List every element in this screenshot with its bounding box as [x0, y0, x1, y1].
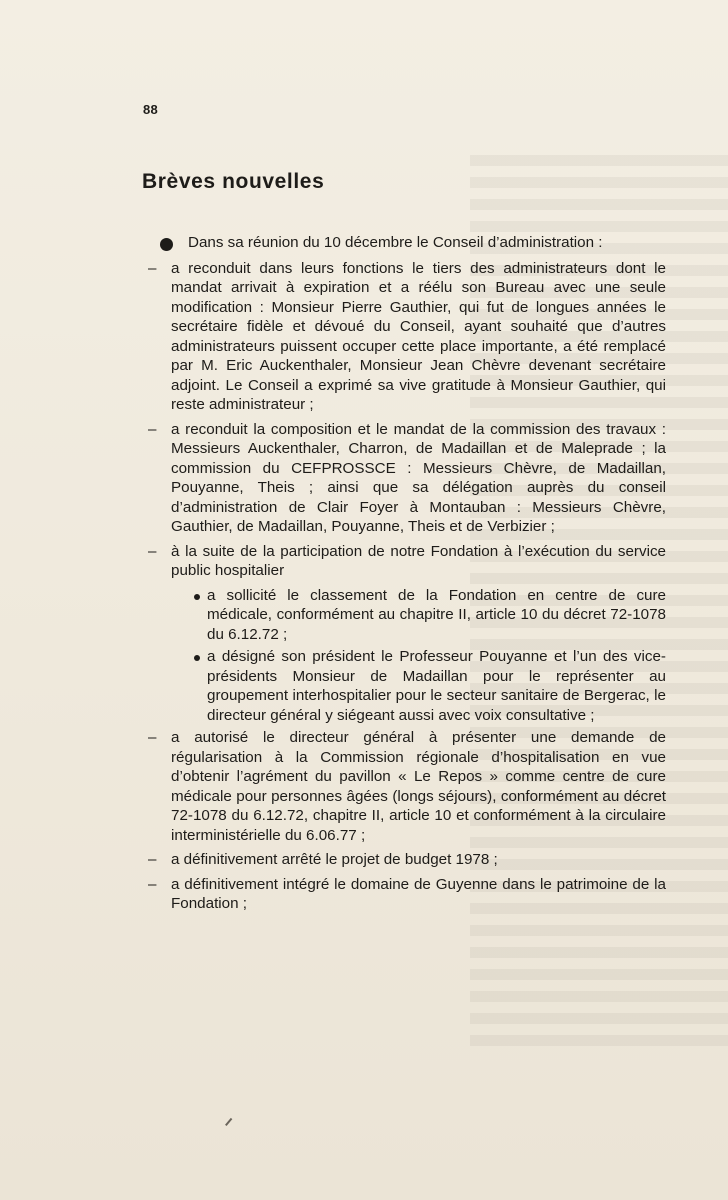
dash-marker: –: [148, 542, 157, 560]
intro-paragraph: [142, 233, 666, 253]
sub-list-item: [142, 647, 666, 725]
list-item: [142, 420, 666, 537]
sub-list-item-text: a désigné son président le Professeur Pouyanne et l’un des vice-présidents Monsieur de Madaillan pour le représenter au groupement interhospitalier pour le secteur sanitaire de Bergerac, le directeur général y siégeant aussi avec voix consultative ;: [207, 648, 666, 724]
sub-list-item-text: a sollicité le classement de la Fondation en centre de cure médicale, conformément au chapitre II, article 10 du décret 72-1078 du 6.12.72 ;: [207, 586, 666, 643]
small-bullet-icon: [194, 655, 200, 661]
pencil-mark: [225, 1118, 232, 1126]
list-item: [142, 728, 666, 845]
dash-marker: –: [148, 729, 157, 746]
page-number: 88: [143, 102, 159, 117]
small-bullet-icon: [194, 594, 200, 600]
bullet-dot-icon: [160, 238, 173, 251]
intro-text: Dans sa réunion du 10 décembre le Conseil d’administration :: [188, 234, 603, 251]
list-item-text: à la suite de la participation de notre Fondation à l’exécution du service public hospitalier: [171, 542, 666, 579]
list-item: [142, 259, 666, 415]
sub-list-item: [142, 586, 666, 645]
list-item-text: a autorisé le directeur général à présenter une demande de régularisation à la Commission régionale d’hospitalisation en vue d’obtenir l’agrément du pavillon « Le Repos » comme centre de cure médicale pour personnes âgées (longs séjours), conformément au décret 72-1078 du 6.12.72, chapitre II, article 10 et conformément à la circulaire interministérielle du 6.06.77 ;: [171, 729, 666, 844]
dash-marker: –: [148, 420, 157, 438]
list-item-text: a définitivement intégré le domaine de Guyenne dans le patrimoine de la Fondation ;: [171, 875, 666, 912]
list-item-text: a définitivement arrêté le projet de budget 1978 ;: [171, 851, 498, 868]
page-title: Brèves nouvelles: [142, 170, 325, 193]
list-item: [142, 850, 666, 870]
list-item-text: a reconduit la composition et le mandat de la commission des travaux : Messieurs Auckenthaler, Charron, de Madaillan et de Maleprade ; la commission du CEFPROSSCE : Messieurs Chèvre, de Madaillan, Pouyanne, Theis ; ainsi que sa délégation auprès du conseil d’administration de Clair Foyer à Montauban : Messieurs Chèvre, Gauthier, de Madaillan, Pouyanne, Theis et de Verbizier ;: [171, 420, 666, 535]
dash-marker: –: [148, 259, 157, 277]
list-item-text: a reconduit dans leurs fonctions le tiers des administrateurs dont le mandat arrivait à expiration et a réélu son Bureau avec une seule modification : Monsieur Pierre Gauthier, qui fut de longues années le secrétaire fidèle et dévoué du Conseil, ayant souhaité que d’autres administrateurs puissent occuper cette place importante, a été remplacé par M. Eric Auckenthaler, Monsieur Jean Chèvre devenant secrétaire adjoint. Le Conseil a exprimé sa vive gratitude à Monsieur Gauthier, qui reste administrateur ;: [171, 259, 666, 413]
dash-marker: –: [148, 875, 157, 893]
dash-marker: –: [148, 851, 157, 868]
article-body: [142, 233, 666, 919]
list-item: [142, 875, 666, 914]
list-item: [142, 542, 666, 581]
